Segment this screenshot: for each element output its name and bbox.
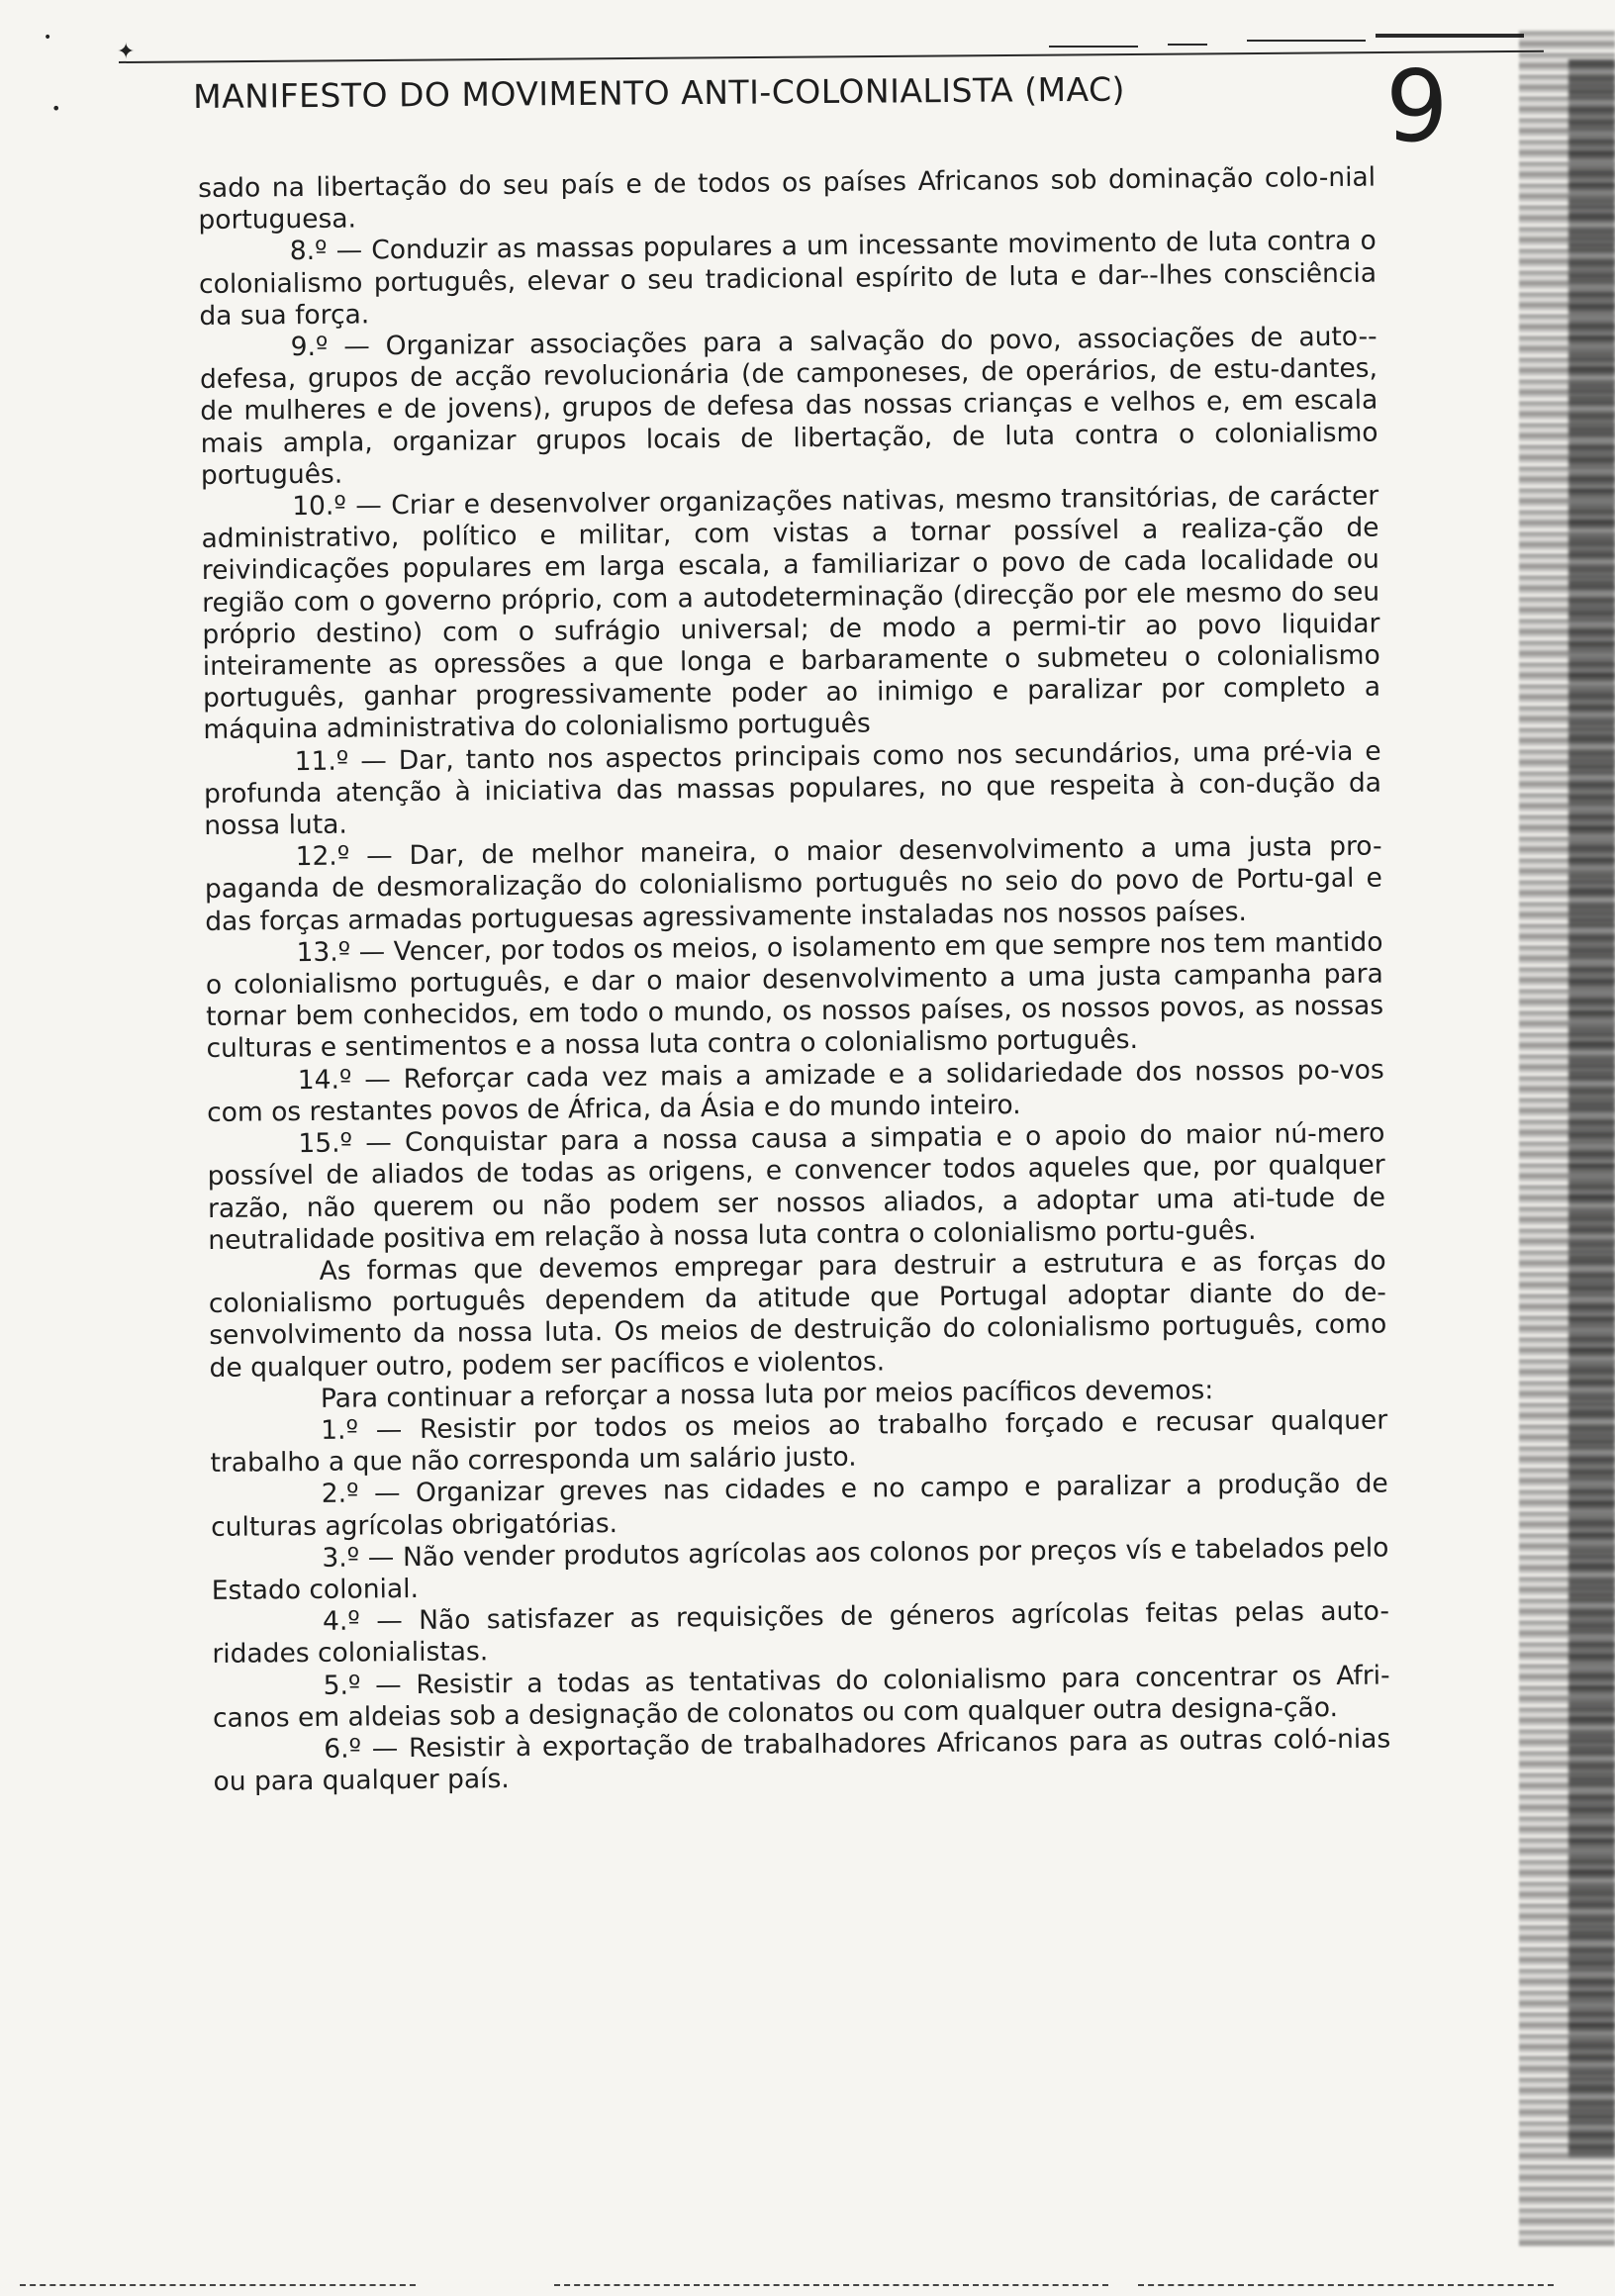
scan-edge-dark xyxy=(1568,59,1615,2157)
list-item: 13.º — Vencer, por todos os meios, o isolamento em que sempre nos tem mantido o colonialismo português, e dar o maior desenvolvimento a uma justa campanha para tornar bem conhecidos, em todo o mundo, os nossos países, os nossos povos, as nossas culturas e sentimentos e a nossa luta contra o colonialismo português. xyxy=(205,926,1384,1065)
document-header xyxy=(193,67,1479,116)
scan-bottom-edge xyxy=(554,2284,1108,2286)
paragraph: sado na libertação do seu país e de todos os países Africanos sob dominação colo-nial portuguesa. xyxy=(198,161,1377,237)
scan-speck-mark: ✦ xyxy=(117,40,136,64)
header-rule-dash xyxy=(1376,34,1524,38)
scan-speck-mark: • xyxy=(51,99,61,118)
scan-speck-mark: • xyxy=(44,30,52,46)
header-rule xyxy=(119,50,1544,63)
list-item: 2.º — Organizar greves nas cidades e no campo e paralizar a produção de culturas agrícolas obrigatórias. xyxy=(210,1468,1388,1543)
list-item: 3.º — Não vender produtos agrícolas aos colonos por preços vís e tabelados pelo Estado colonial. xyxy=(211,1532,1389,1606)
list-item: 15.º — Conquistar para a nossa causa a simpatia e o apoio do maior nú-mero possível de aliados de todas as origens, e convencer todos aqueles que, por qualquer razão, não querem ou não podem ser nossos aliados, a adoptar uma ati-tude de neutralidade positiva em relação à nossa luta contra o colonialismo portu-guês. xyxy=(207,1117,1386,1256)
list-item: 9.º — Organizar associações para a salvação do povo, associações de auto--defesa, grupos de acção revolucionária (de camponeses, de operários, de estu-dantes, de mulheres e de jovens), grupos de defesa das nossas crianças e velhos e, em escala mais ampla, organizar grupos locais de libertação, de luta contra o colonialismo português. xyxy=(199,321,1378,491)
list-item: 12.º — Dar, de melhor maneira, o maior desenvolvimento a uma justa pro-paganda de desmoralização do colonialismo português no seio do povo de Portu-gal e das forças armadas portuguesas agressivamente instaladas nos nossos países. xyxy=(204,830,1383,937)
scan-bottom-edge xyxy=(20,2284,416,2286)
list-item: 11.º — Dar, tanto nos aspectos principais como nos secundários, uma pré-via e profunda atenção à iniciativa das massas populares, no que respeita à con-dução da nossa luta. xyxy=(203,735,1382,842)
document-body xyxy=(198,162,1391,1799)
list-item: 5.º — Resistir a todas as tentativas do colonialismo para concentrar os Afri-canos em aldeias sob a designação de colonatos ou com qualquer outra designa-ção. xyxy=(212,1660,1390,1734)
list-item: 14.º — Reforçar cada vez mais a amizade e a solidariedade dos nossos po-vos com os restantes povos de África, da Ásia e do mundo inteiro. xyxy=(206,1054,1384,1128)
header-rule-dash xyxy=(1049,46,1138,48)
paragraph: Para continuar a reforçar a nossa luta por meios pacíficos devemos: xyxy=(320,1374,1214,1414)
header-rule-dash xyxy=(1168,44,1207,46)
list-item: 10.º — Criar e desenvolver organizações nativas, mesmo transitórias, de carácter administrativo, político e militar, com vistas a tornar possível a realiza-ção de reivindicações populares em larga escala, a familiarizar o povo de cada localidade ou região com o governo próprio, com a autodeterminação (direcção por ele mesmo do seu próprio destino) com o sufrágio universal; de modo a permi-tir ao povo liquidar inteiramente as opressões a que longa e barbaramente o submeteu o colonialismo português, ganhar progressivamente poder ao inimigo e paralizar por completo a máquina administrativa do colonialismo português xyxy=(201,480,1381,746)
list-item: 1.º — Resistir por todos os meios ao trabalho forçado e recusar qualquer trabalho a que não corresponda um salário justo. xyxy=(210,1404,1388,1480)
scan-bottom-edge xyxy=(1138,2284,1554,2286)
list-item: 8.º — Conduzir as massas populares a um incessante movimento de luta contra o colonialismo português, elevar o seu tradicional espírito de luta e dar--lhes consciência da sua força. xyxy=(198,225,1378,332)
list-item: 6.º — Resistir à exportação de trabalhadores Africanos para as outras coló-nias ou para qualquer país. xyxy=(213,1723,1391,1798)
document-title: MANIFESTO DO MOVIMENTO ANTI-COLONIALISTA (MAC) xyxy=(193,69,1126,116)
paragraph: As formas que devemos empregar para destruir a estrutura e as forças do colonialismo português dependem da atitude que Portugal adoptar diante do de-senvolvimento da nossa luta. Os meios de destruição do colonialismo português, como de qualquer outro, podem ser pacíficos e violentos. xyxy=(208,1245,1387,1384)
page-number: 9 xyxy=(1385,48,1449,164)
list-item: 4.º — Não satisfazer as requisições de géneros agrícolas feitas pelas auto-ridades colonialistas. xyxy=(212,1595,1390,1671)
header-rule-dash xyxy=(1247,40,1366,42)
